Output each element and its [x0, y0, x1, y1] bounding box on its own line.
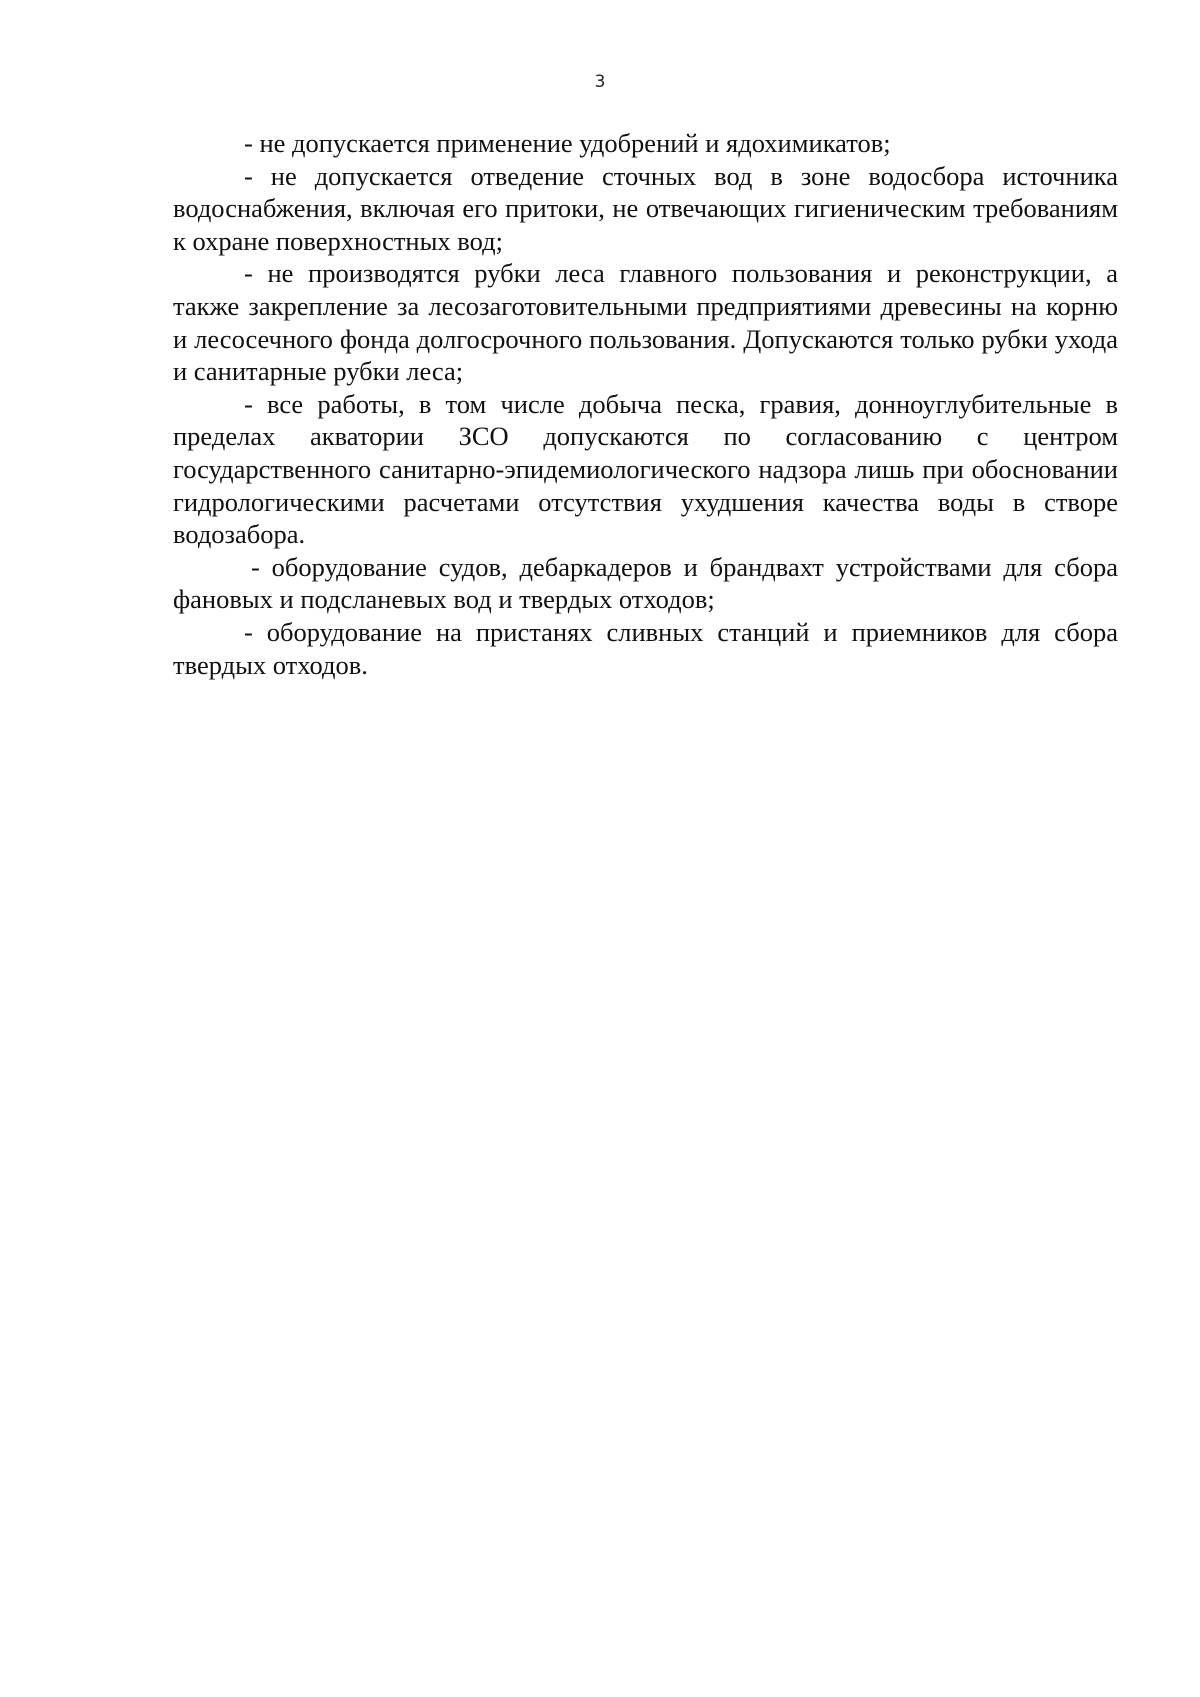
- paragraph-piers: - оборудование на пристанях сливных станций и приемников для сбора твердых отходов.: [173, 616, 1118, 680]
- paragraph-works: - все работы, в том числе добыча песка, гравия, донноуглубительные в пределах акватории ЗСО допускаются по согласованию с центром государственного санитарно-эпидемиологического надзора лишь при обосновании гидрологическими расчетами отсутствия ухудшения качества воды в створе водозабора.: [173, 388, 1118, 550]
- paragraph-wastewater: - не допускается отведение сточных вод в зоне водосбора источника водоснабжения, включая его притоки, не отвечающих гигиеническим требованиям к охране поверхностных вод;: [173, 160, 1118, 256]
- page-number: 3: [594, 72, 606, 92]
- document-body: [173, 127, 1118, 681]
- paragraph-fertilizers: - не допускается применение удобрений и ядохимикатов;: [244, 128, 891, 158]
- paragraph-vessels: - оборудование судов, дебаркадеров и брандвахт устройствами для сбора фановых и подсланевых вод и твердых отходов;: [173, 551, 1118, 615]
- paragraph-logging: - не производятся рубки леса главного пользования и реконструкции, а также закрепление за лесозаготовительными предприятиями древесины на корню и лесосечного фонда долгосрочного пользования. Допускаются только рубки ухода и санитарные рубки леса;: [173, 258, 1118, 387]
